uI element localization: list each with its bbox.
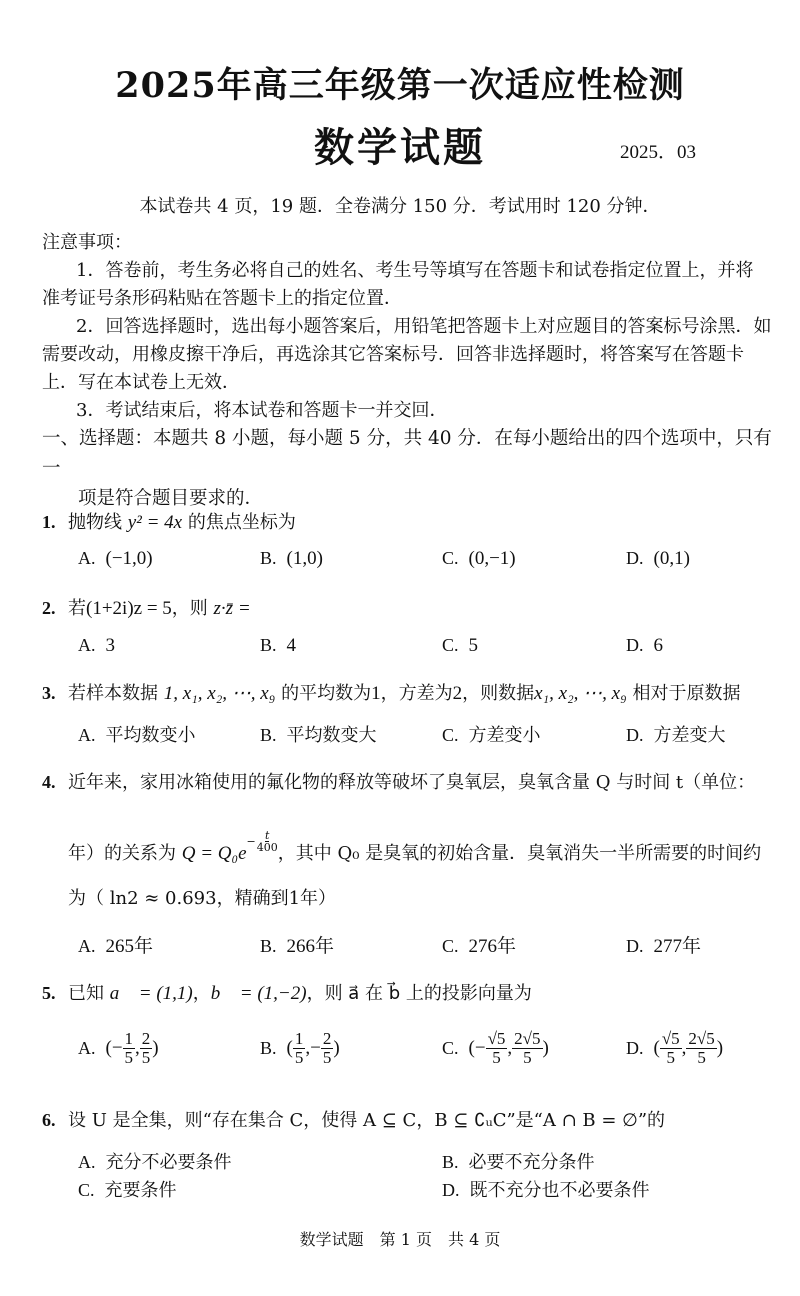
question-text: 抛物线 bbox=[68, 512, 128, 533]
option-text: 必要不充分条件 bbox=[468, 1152, 595, 1173]
exam-date: 2025．03 bbox=[620, 142, 697, 163]
option-label: A. bbox=[78, 936, 96, 956]
option-label: C. bbox=[442, 635, 459, 655]
note-line: 1．答卷前，考生务必将自己的姓名、考生号等填写在答题卡和试卷指定位置上，并将 bbox=[76, 260, 754, 281]
numerator: 2√5 bbox=[514, 1029, 541, 1048]
option-label: A. bbox=[78, 635, 96, 655]
fraction bbox=[123, 1030, 136, 1067]
numerator: 2 bbox=[141, 1029, 151, 1048]
option-label: D. bbox=[626, 936, 644, 956]
separator: ,− bbox=[305, 1037, 321, 1059]
option-label: D. bbox=[626, 725, 644, 745]
math-expr: 1, x₁, x₂, ⋯, x₉ bbox=[163, 683, 276, 704]
math-expr: a⃗ = (1,1) bbox=[109, 983, 193, 1004]
numerator: √5 bbox=[487, 1029, 506, 1048]
paren: ) bbox=[716, 1037, 724, 1059]
question-5 bbox=[42, 979, 532, 1005]
question-text: 为（ ln2 ≈ 0.693，精确到1年） bbox=[68, 888, 337, 909]
question-number: 1. bbox=[42, 512, 56, 532]
option-label: C. bbox=[442, 1037, 459, 1058]
math-expr: Q = Q₀e bbox=[181, 843, 247, 864]
option-text: 方差变大 bbox=[653, 725, 726, 746]
option-d bbox=[626, 548, 690, 570]
question-text: ，其中 Q₀ 是臭氧的初始含量．臭氧消失一半所需要的时间约 bbox=[277, 843, 762, 864]
paren: ) bbox=[542, 1037, 549, 1059]
option-text: 3 bbox=[105, 635, 115, 656]
fraction bbox=[321, 1030, 334, 1067]
option-label: C. bbox=[442, 936, 459, 956]
option-label: B. bbox=[260, 548, 277, 568]
paren: ) bbox=[333, 1037, 340, 1059]
notes-block bbox=[42, 229, 771, 425]
question-number: 6. bbox=[42, 1110, 56, 1130]
option-text: 4 bbox=[286, 635, 297, 656]
option-c bbox=[442, 1030, 549, 1067]
exam-title: 2025年高三年级第一次适应性检测 bbox=[115, 65, 685, 106]
separator: , bbox=[681, 1037, 687, 1059]
option-text: 方差变小 bbox=[468, 725, 541, 746]
fraction bbox=[293, 1030, 306, 1067]
fraction bbox=[486, 1030, 508, 1067]
question-text: 若 bbox=[68, 598, 86, 619]
denominator: 5 bbox=[124, 1048, 134, 1067]
denominator: 5 bbox=[697, 1048, 706, 1067]
option-label: D. bbox=[442, 1180, 460, 1200]
exp-denominator: 400 bbox=[256, 841, 278, 854]
option-text: 充分不必要条件 bbox=[105, 1152, 232, 1173]
question-4 bbox=[42, 768, 755, 794]
option-label: D. bbox=[626, 548, 644, 568]
fraction bbox=[660, 1030, 682, 1067]
option-b bbox=[260, 931, 334, 958]
notes-heading: 注意事项： bbox=[42, 232, 132, 253]
exp-minus: − bbox=[246, 835, 256, 848]
fraction bbox=[686, 1030, 716, 1067]
option-text: 充要条件 bbox=[104, 1180, 177, 1201]
numerator: 2√5 bbox=[688, 1029, 715, 1048]
option-label: A. bbox=[78, 1152, 96, 1172]
option-label: B. bbox=[260, 1037, 277, 1058]
question-number: 5. bbox=[42, 983, 56, 1003]
note-line: 3．考试结束后，将本试卷和答题卡一并交回． bbox=[76, 400, 448, 421]
denominator: 5 bbox=[322, 1048, 332, 1067]
paren: ( bbox=[653, 1037, 660, 1059]
option-label: A. bbox=[78, 1037, 96, 1058]
option-text: 276年 bbox=[468, 936, 517, 957]
math-expr: b⃗ = (1,−2) bbox=[210, 983, 307, 1004]
question-text: 设 U 是全集，则“存在集合 C，使得 A ⊆ C，B ⊆ ∁ᵤC”是“A ∩ B = ∅”的 bbox=[68, 1110, 666, 1131]
paren: (− bbox=[105, 1037, 123, 1059]
note-line: 2．回答选择题时，选出每小题答案后，用铅笔把答题卡上对应题目的答案标号涂黑．如 bbox=[76, 316, 772, 337]
question-text: 近年来，家用冰箱使用的氟化物的释放等破坏了臭氧层，臭氧含量 Q 与时间 t（单位： bbox=[68, 772, 756, 793]
math-expr: z·z̄ = bbox=[213, 598, 251, 619]
option-c bbox=[442, 548, 516, 570]
option-text: 平均数变大 bbox=[286, 725, 377, 746]
question-text: ， bbox=[192, 983, 211, 1004]
paren: ( bbox=[286, 1037, 293, 1059]
denominator: 5 bbox=[141, 1048, 151, 1067]
math-expr: y² = 4x bbox=[127, 512, 183, 533]
numerator: 1 bbox=[294, 1029, 304, 1048]
option-text: 277年 bbox=[653, 936, 702, 957]
question-text: 已知 bbox=[68, 983, 110, 1004]
option-c bbox=[442, 635, 478, 657]
exp-numerator: t bbox=[265, 829, 270, 842]
section-line: 一、选择题：本题共 8 小题，每小题 5 分，共 40 分．在每小题给出的四个选项中，只有一 bbox=[42, 428, 772, 479]
option-label: D. bbox=[626, 1037, 644, 1058]
option-label: B. bbox=[260, 635, 277, 655]
option-d bbox=[626, 721, 726, 747]
question-4-line bbox=[68, 830, 761, 865]
fraction bbox=[140, 1030, 153, 1067]
question-1 bbox=[42, 508, 296, 534]
option-text: 5 bbox=[468, 635, 479, 656]
subject-title: 数学试题 bbox=[314, 124, 486, 171]
note-line: 准考证号条形码粘贴在答题卡上的指定位置． bbox=[42, 288, 402, 309]
question-text: 相对于原数据 bbox=[626, 683, 741, 704]
page-footer: 数学试题 第 1 页 共 4 页 bbox=[299, 1230, 501, 1249]
option-text: (−1,0) bbox=[105, 548, 153, 569]
math-expr: x₁, x₂, ⋯, x₉ bbox=[534, 683, 627, 704]
math-expr: 2 bbox=[452, 683, 463, 704]
exam-info: 本试卷共 4 页，19 题．全卷满分 150 分．考试用时 120 分钟． bbox=[139, 196, 661, 217]
paren: (− bbox=[468, 1037, 486, 1059]
option-text: (1,0) bbox=[286, 548, 323, 569]
question-2 bbox=[42, 594, 251, 620]
section-heading bbox=[42, 424, 772, 514]
option-b bbox=[260, 1030, 340, 1067]
question-text: 的平均数为 bbox=[275, 683, 372, 704]
option-b bbox=[260, 721, 377, 747]
option-d bbox=[626, 1030, 723, 1067]
option-text: (0,1) bbox=[653, 548, 690, 569]
option-c bbox=[442, 721, 541, 747]
question-text: ，则数据 bbox=[462, 683, 535, 704]
option-label: B. bbox=[260, 725, 277, 745]
question-text: 若样本数据 bbox=[68, 683, 164, 704]
option-label: D. bbox=[626, 635, 644, 655]
option-text: 平均数变小 bbox=[105, 725, 196, 746]
option-b bbox=[260, 548, 323, 570]
option-a bbox=[78, 721, 196, 747]
option-a bbox=[78, 548, 153, 570]
question-text: ，方差为 bbox=[380, 683, 453, 704]
separator: , bbox=[507, 1037, 513, 1059]
option-label: A. bbox=[78, 548, 96, 568]
section-line: 项是符合题目要求的． bbox=[78, 488, 264, 509]
option-d bbox=[626, 635, 663, 657]
option-label: B. bbox=[260, 936, 277, 956]
option-label: B. bbox=[442, 1152, 459, 1172]
denominator: 5 bbox=[666, 1048, 675, 1067]
question-number: 3. bbox=[42, 683, 56, 703]
denominator: 5 bbox=[492, 1048, 501, 1067]
option-text: 6 bbox=[653, 635, 663, 656]
denominator: 5 bbox=[523, 1048, 532, 1067]
numerator: √5 bbox=[661, 1029, 680, 1048]
option-text: (0,−1) bbox=[468, 548, 516, 569]
paren: ) bbox=[152, 1037, 159, 1059]
question-number: 4. bbox=[42, 772, 56, 792]
separator: , bbox=[135, 1037, 140, 1059]
option-c bbox=[442, 931, 516, 958]
option-d bbox=[442, 1176, 650, 1202]
note-line: 上．写在本试卷上无效． bbox=[42, 372, 240, 393]
option-a bbox=[78, 635, 115, 657]
option-label: C. bbox=[442, 725, 459, 745]
option-text: 既不充分也不必要条件 bbox=[469, 1180, 650, 1201]
option-label: C. bbox=[78, 1180, 95, 1200]
question-text: ，则 bbox=[171, 598, 214, 619]
option-c bbox=[78, 1176, 177, 1202]
option-label: C. bbox=[442, 548, 459, 568]
fraction bbox=[512, 1030, 542, 1067]
option-b bbox=[442, 1148, 595, 1174]
option-a bbox=[78, 1148, 232, 1174]
question-3 bbox=[42, 679, 740, 705]
question-number: 2. bbox=[42, 598, 56, 618]
question-text: 年）的关系为 bbox=[68, 843, 182, 864]
question-6 bbox=[42, 1106, 665, 1132]
exponent bbox=[247, 830, 278, 853]
option-text: 266年 bbox=[286, 936, 335, 957]
numerator: 1 bbox=[124, 1029, 134, 1048]
option-label: A. bbox=[78, 725, 96, 745]
denominator: 5 bbox=[294, 1048, 304, 1067]
option-a bbox=[78, 1030, 159, 1067]
option-b bbox=[260, 635, 296, 657]
question-text: ，则 a⃗ 在 b⃗ 上的投影向量为 bbox=[306, 983, 532, 1004]
note-line: 需要改动，用橡皮擦干净后，再选涂其它答案标号．回答非选择题时，将答案写在答题卡 bbox=[42, 344, 744, 365]
option-d bbox=[626, 931, 701, 958]
math-expr: (1+2i)z = 5 bbox=[86, 598, 172, 619]
option-a bbox=[78, 931, 153, 958]
math-expr: 1 bbox=[371, 683, 381, 704]
question-4-line bbox=[68, 884, 336, 910]
numerator: 2 bbox=[322, 1029, 332, 1048]
question-text: 的焦点坐标为 bbox=[182, 512, 296, 533]
option-text: 265年 bbox=[105, 936, 154, 957]
